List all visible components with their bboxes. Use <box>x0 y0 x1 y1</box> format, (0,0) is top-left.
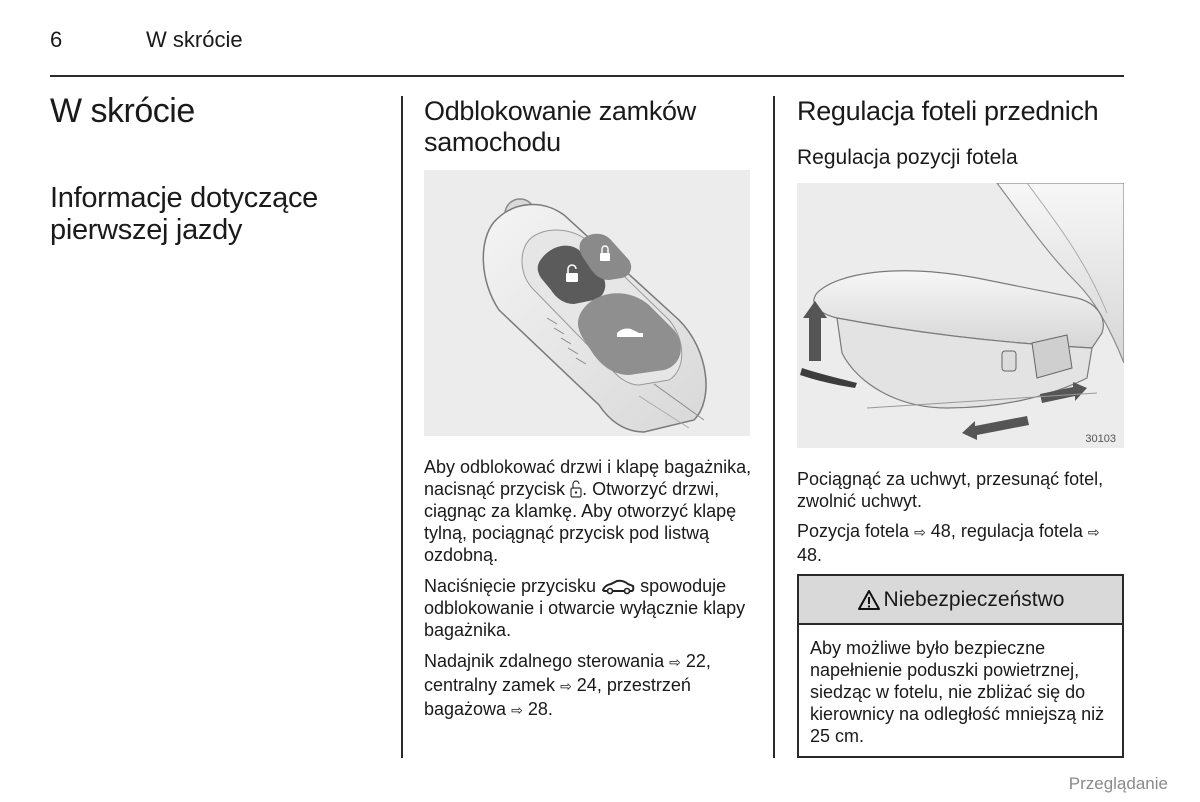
reference-arrow-icon: ⇨ <box>560 679 572 695</box>
column-divider <box>773 96 775 758</box>
warning-title: Niebezpieczeństwo <box>883 587 1065 611</box>
danger-warning-box <box>797 574 1124 758</box>
unlock-instructions: Aby odblokować drzwi i klapę bagażnika, nacisnąć przycisk . Otworzyć drzwi, ciągnąc za klamkę. Aby otworzyć klapę tylną, pociągnąć przycisk pod listwą ozdobną. <box>424 457 752 565</box>
unlock-button-icon <box>570 480 582 498</box>
warning-triangle-icon <box>857 589 881 611</box>
seat-cross-references: Pozycja fotela ⇨ 48, regulacja fotela ⇨ 48. <box>797 521 1100 565</box>
cross-references: Nadajnik zdalnego sterowania ⇨ 22, centralny zamek ⇨ 24, przestrzeń bagażowa ⇨ 28. <box>424 651 711 719</box>
section-heading-unlocking: Odblokowanie zamków samochodu <box>424 96 696 157</box>
figure-code: 30103 <box>1085 433 1116 445</box>
section-heading-seats: Regulacja foteli przednich <box>797 96 1099 126</box>
car-key-remote-image <box>424 170 750 436</box>
chapter-title: W skrócie <box>50 92 195 130</box>
footer-label: Przeglądanie <box>1068 774 1168 793</box>
page-number: 6 <box>50 27 63 52</box>
reference-arrow-icon: ⇨ <box>1087 525 1100 541</box>
reference-arrow-icon: ⇨ <box>669 655 681 671</box>
reference-arrow-icon: ⇨ <box>914 525 926 541</box>
warning-text: Aby możliwe było bezpieczne napełnienie poduszki powietrznej, siedząc w fotelu, nie zbliżać się do kierownicy na odległość mniejszą niż 25 cm. <box>810 638 1105 746</box>
seat-instructions: Pociągnąć za uchwyt, przesunąć fotel, zwolnić uchwyt. <box>797 469 1104 511</box>
seat-adjustment-image <box>797 183 1124 448</box>
running-header: W skrócie <box>146 27 243 52</box>
reference-arrow-icon: ⇨ <box>511 703 523 719</box>
trunk-button-instructions: Naciśnięcie przycisku spowoduje odblokowanie i otwarcie wyłącznie klapy bagażnika. <box>424 576 746 640</box>
chapter-subtitle: Informacje dotyczące pierwszej jazdy <box>50 182 319 246</box>
trunk-button-icon <box>601 579 635 595</box>
subsection-heading: Regulacja pozycji fotela <box>797 146 1018 169</box>
column-divider <box>401 96 403 758</box>
warning-header <box>799 576 1122 625</box>
header-rule <box>50 75 1124 77</box>
